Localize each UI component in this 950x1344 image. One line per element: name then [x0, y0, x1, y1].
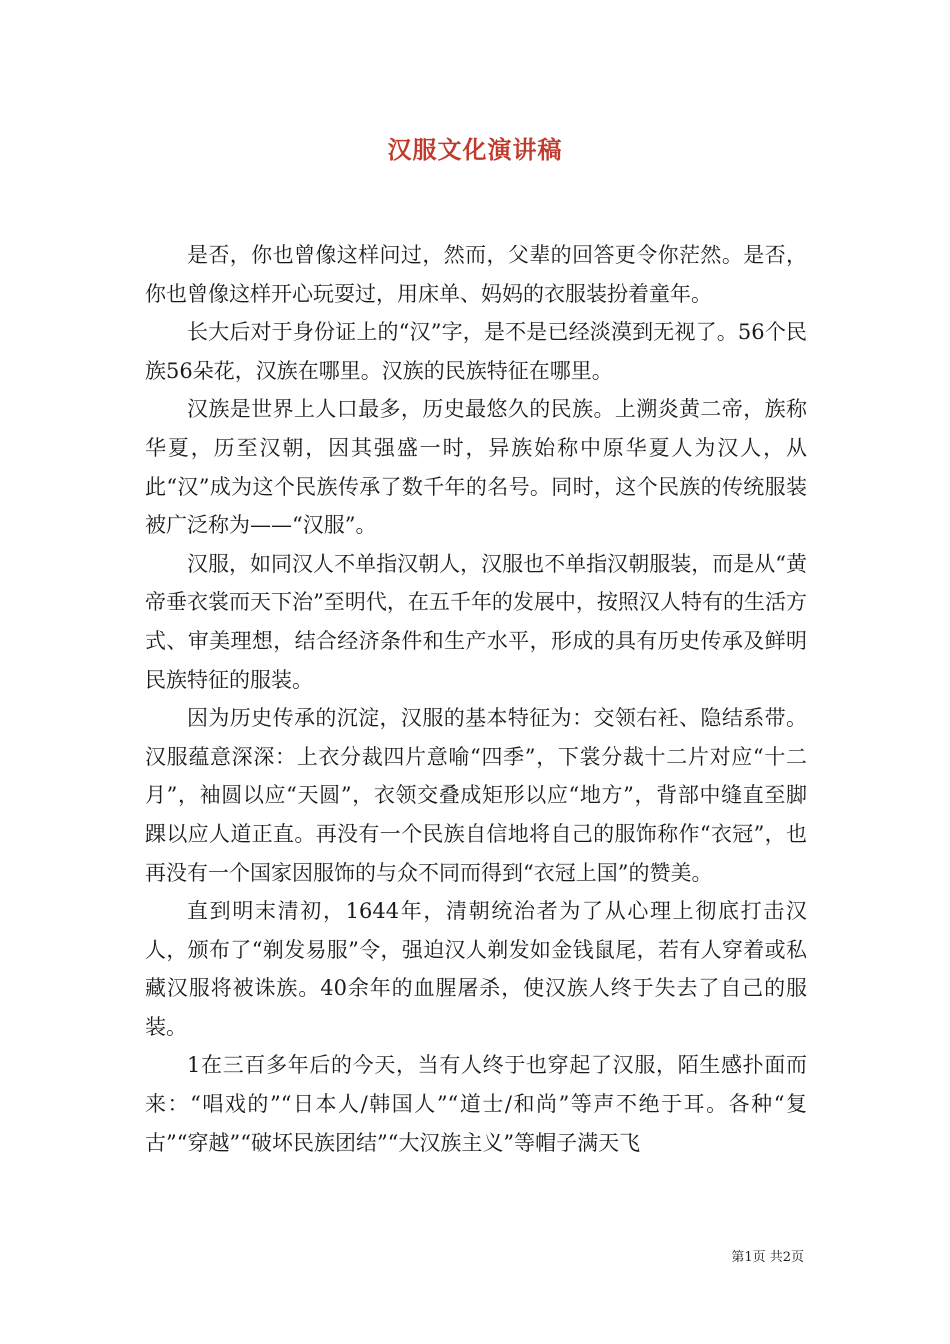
paragraph-7: 1在三百多年后的今天，当有人终于也穿起了汉服，陌生感扑面而来：“唱戏的”“日本人/韩国人”“道士/和尚”等声不绝于耳。各种“复古”“穿越”“破坏民族团结”“大汉族主义”等帽子满天飞	[145, 1053, 807, 1155]
paragraph-4: 汉服，如同汉人不单指汉朝人，汉服也不单指汉朝服装，而是从“黄帝垂衣裳而天下治”至明代，在五千年的发展中，按照汉人特有的生活方式、审美理想，结合经济条件和生产水平，形成的具有历史传承及鲜明民族特征的服装。	[145, 551, 807, 692]
paragraph-2: 长大后对于身份证上的“汉”字，是不是已经淡漠到无视了。56个民族56朵花，汉族在哪里。汉族的民族特征在哪里。	[145, 320, 807, 383]
paragraph-3: 汉族是世界上人口最多，历史最悠久的民族。上溯炎黄二帝，族称华夏，历至汉朝，因其强盛一时，异族始称中原华夏人为汉人，从此“汉”成为这个民族传承了数千年的名号。同时，这个民族的传统服装被广泛称为——“汉服”。	[145, 397, 807, 538]
paragraph-5: 因为历史传承的沉淀，汉服的基本特征为：交领右衽、隐结系带。汉服蕴意深深：上衣分裁四片意喻“四季”，下裳分裁十二片对应“十二月”，袖圆以应“天圆”，衣领交叠成矩形以应“地方”，背部中缝直至脚踝以应人道正直。再没有一个民族自信地将自己的服饰称作“衣冠”，也再没有一个国家因服饰的与众不同而得到“衣冠上国”的赞美。	[145, 706, 807, 885]
document-body	[145, 236, 807, 1162]
paragraph-1: 是否，你也曾像这样问过，然而，父辈的回答更令你茫然。是否，你也曾像这样开心玩耍过，用床单、妈妈的衣服装扮着童年。	[145, 243, 807, 306]
page-number-footer: 第1页 共2页	[731, 1250, 804, 1265]
paragraph-6: 直到明末清初，1644年，清朝统治者为了从心理上彻底打击汉人，颁布了“剃发易服”令，强迫汉人剃发如金钱鼠尾，若有人穿着或私藏汉服将被诛族。40余年的血腥屠杀，使汉族人终于失去了自己的服装。	[145, 899, 807, 1039]
document-title: 汉服文化演讲稿	[387, 135, 563, 164]
